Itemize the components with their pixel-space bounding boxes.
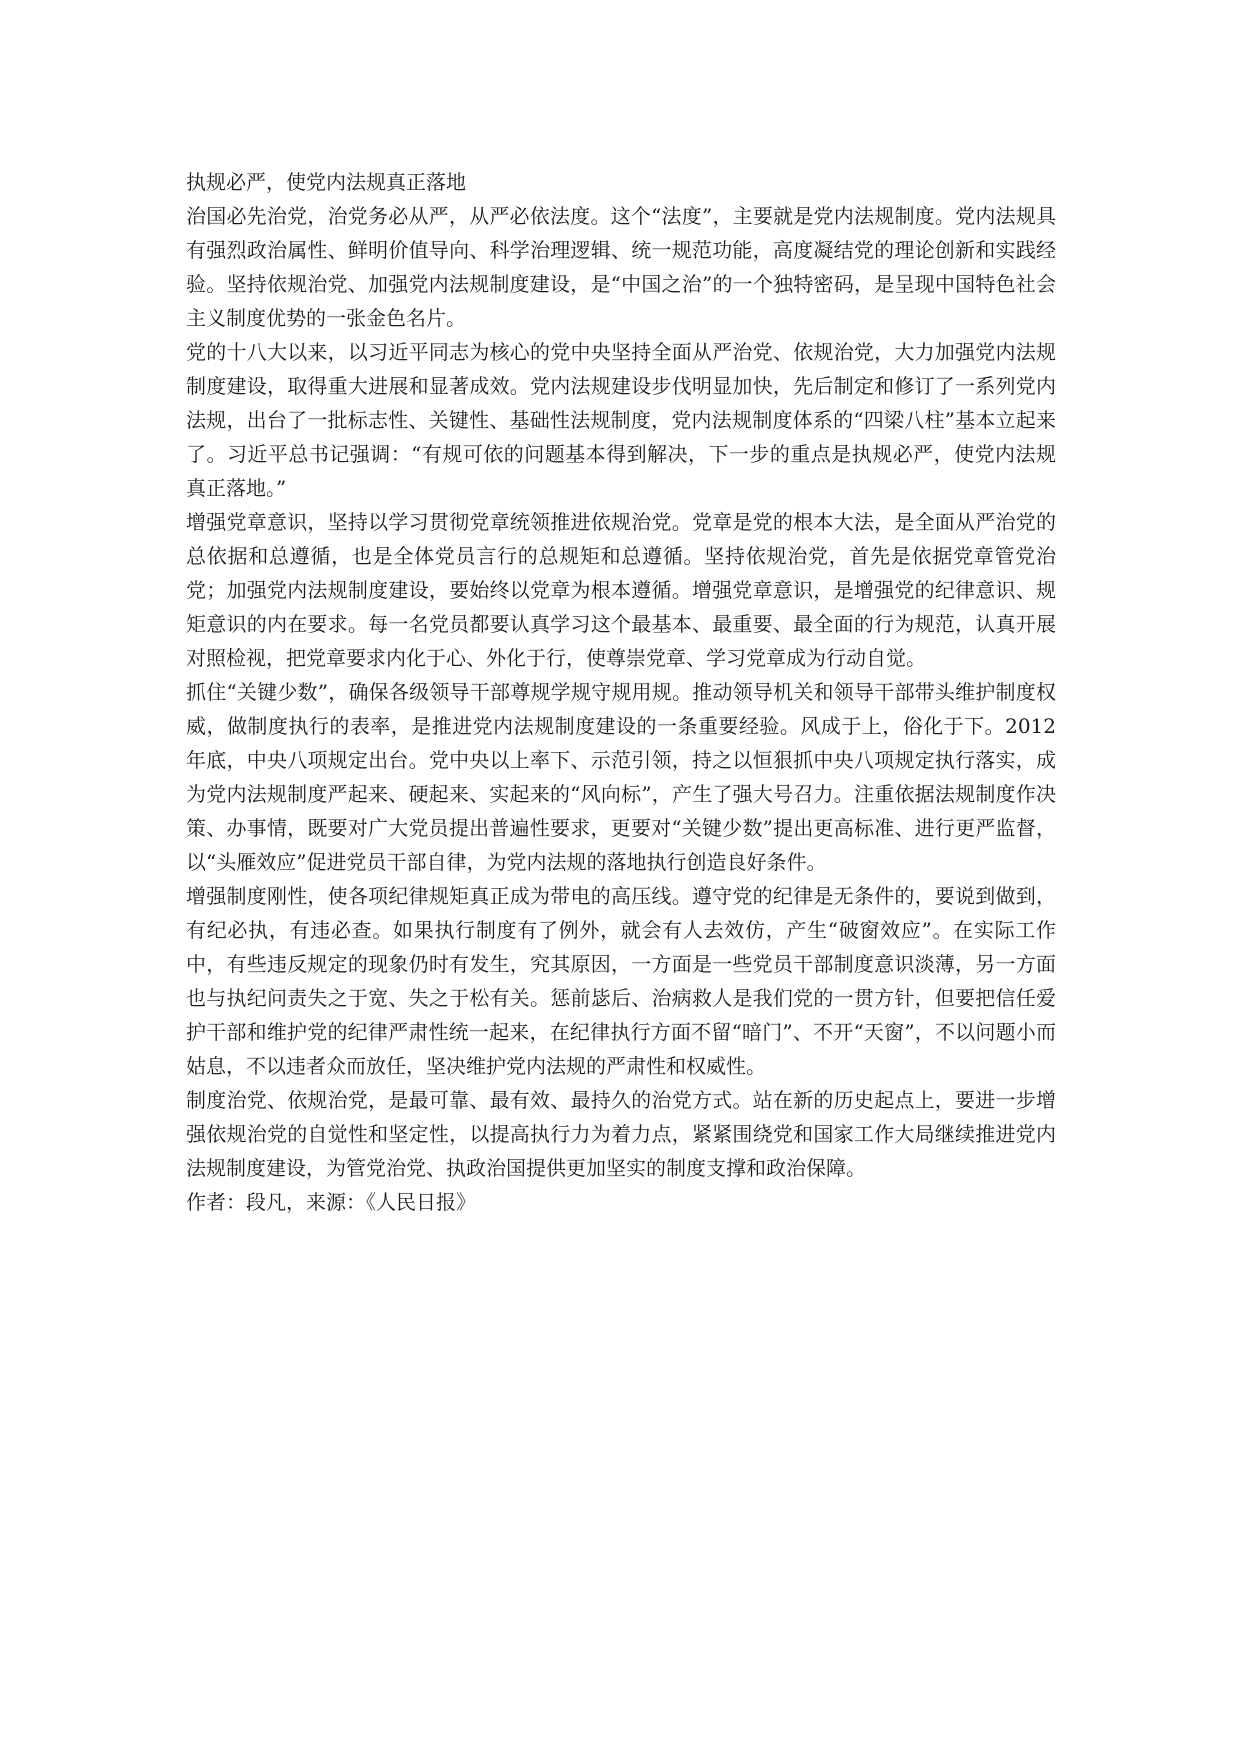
article-title: 执规必严，使党内法规真正落地 [186, 170, 466, 194]
paragraph-5: 增强制度刚性，使各项纪律规矩真正成为带电的高压线。遵守党的纪律是无条件的，要说到做到，有纪必执，有违必查。如果执行制度有了例外，就会有人去效仿，产生“破窗效应”。在实际工作中，有些违反规定的现象仍时有发生，究其原因，一方面是一些党员干部制度意识淡薄，另一方面也与执纪问责失之于宽、失之于松有关。惩前毖后、治病救人是我们党的一贯方针，但要把信任爱护干部和维护党的纪律严肃性统一起来，在纪律执行方面不留“暗门”、不开“天窗”，不以问题小而姑息，不以违者众而放任，坚决维护党内法规的严肃性和权威性。 [186, 884, 1056, 1078]
paragraph-4: 抓住“关键少数”，确保各级领导干部尊规学规守规用规。推动领导机关和领导干部带头维护制度权威，做制度执行的表率，是推进党内法规制度建设的一条重要经验。风成于上，俗化于下。2012年底，中央八项规定出台。党中央以上率下、示范引领，持之以恒狠抓中央八项规定执行落实，成为党内法规制度严起来、硬起来、实起来的“风向标”，产生了强大号召力。注重依据法规制度作决策、办事情，既要对广大党员提出普遍性要求，更要对“关键少数”提出更高标准、进行更严监督，以“头雁效应”促进党员干部自律，为党内法规的落地执行创造良好条件。 [186, 680, 1056, 874]
paragraph-3: 增强党章意识，坚持以学习贯彻党章统领推进依规治党。党章是党的根本大法，是全面从严治党的总依据和总遵循，也是全体党员言行的总规矩和总遵循。坚持依规治党，首先是依据党章管党治党；加强党内法规制度建设，要始终以党章为根本遵循。增强党章意识，是增强党的纪律意识、规矩意识的内在要求。每一名党员都要认真学习这个最基本、最重要、最全面的行为规范，认真开展对照检视，把党章要求内化于心、外化于行，使尊崇党章、学习党章成为行动自觉。 [186, 510, 1056, 670]
paragraph-6: 制度治党、依规治党，是最可靠、最有效、最持久的治党方式。站在新的历史起点上，要进一步增强依规治党的自觉性和坚定性，以提高执行力为着力点，紧紧围绕党和国家工作大局继续推进党内法规制度建设，为管党治党、执政治国提供更加坚实的制度支撑和政治保障。 [186, 1088, 1056, 1180]
paragraph-1: 治国必先治党，治党务必从严，从严必依法度。这个“法度”，主要就是党内法规制度。党内法规具有强烈政治属性、鲜明价值导向、科学治理逻辑、统一规范功能，高度凝结党的理论创新和实践经验。坚持依规治党、加强党内法规制度建设，是“中国之治”的一个独特密码，是呈现中国特色社会主义制度优势的一张金色名片。 [186, 204, 1056, 330]
document-page [186, 165, 1056, 1219]
article-byline: 作者：段凡，来源：《人民日报》 [186, 1190, 476, 1214]
paragraph-2: 党的十八大以来，以习近平同志为核心的党中央坚持全面从严治党、依规治党，大力加强党内法规制度建设，取得重大进展和显著成效。党内法规建设步伐明显加快，先后制定和修订了一系列党内法规，出台了一批标志性、关键性、基础性法规制度，党内法规制度体系的“四梁八柱”基本立起来了。习近平总书记强调：“有规可依的问题基本得到解决，下一步的重点是执规必严，使党内法规真正落地。” [186, 340, 1056, 500]
